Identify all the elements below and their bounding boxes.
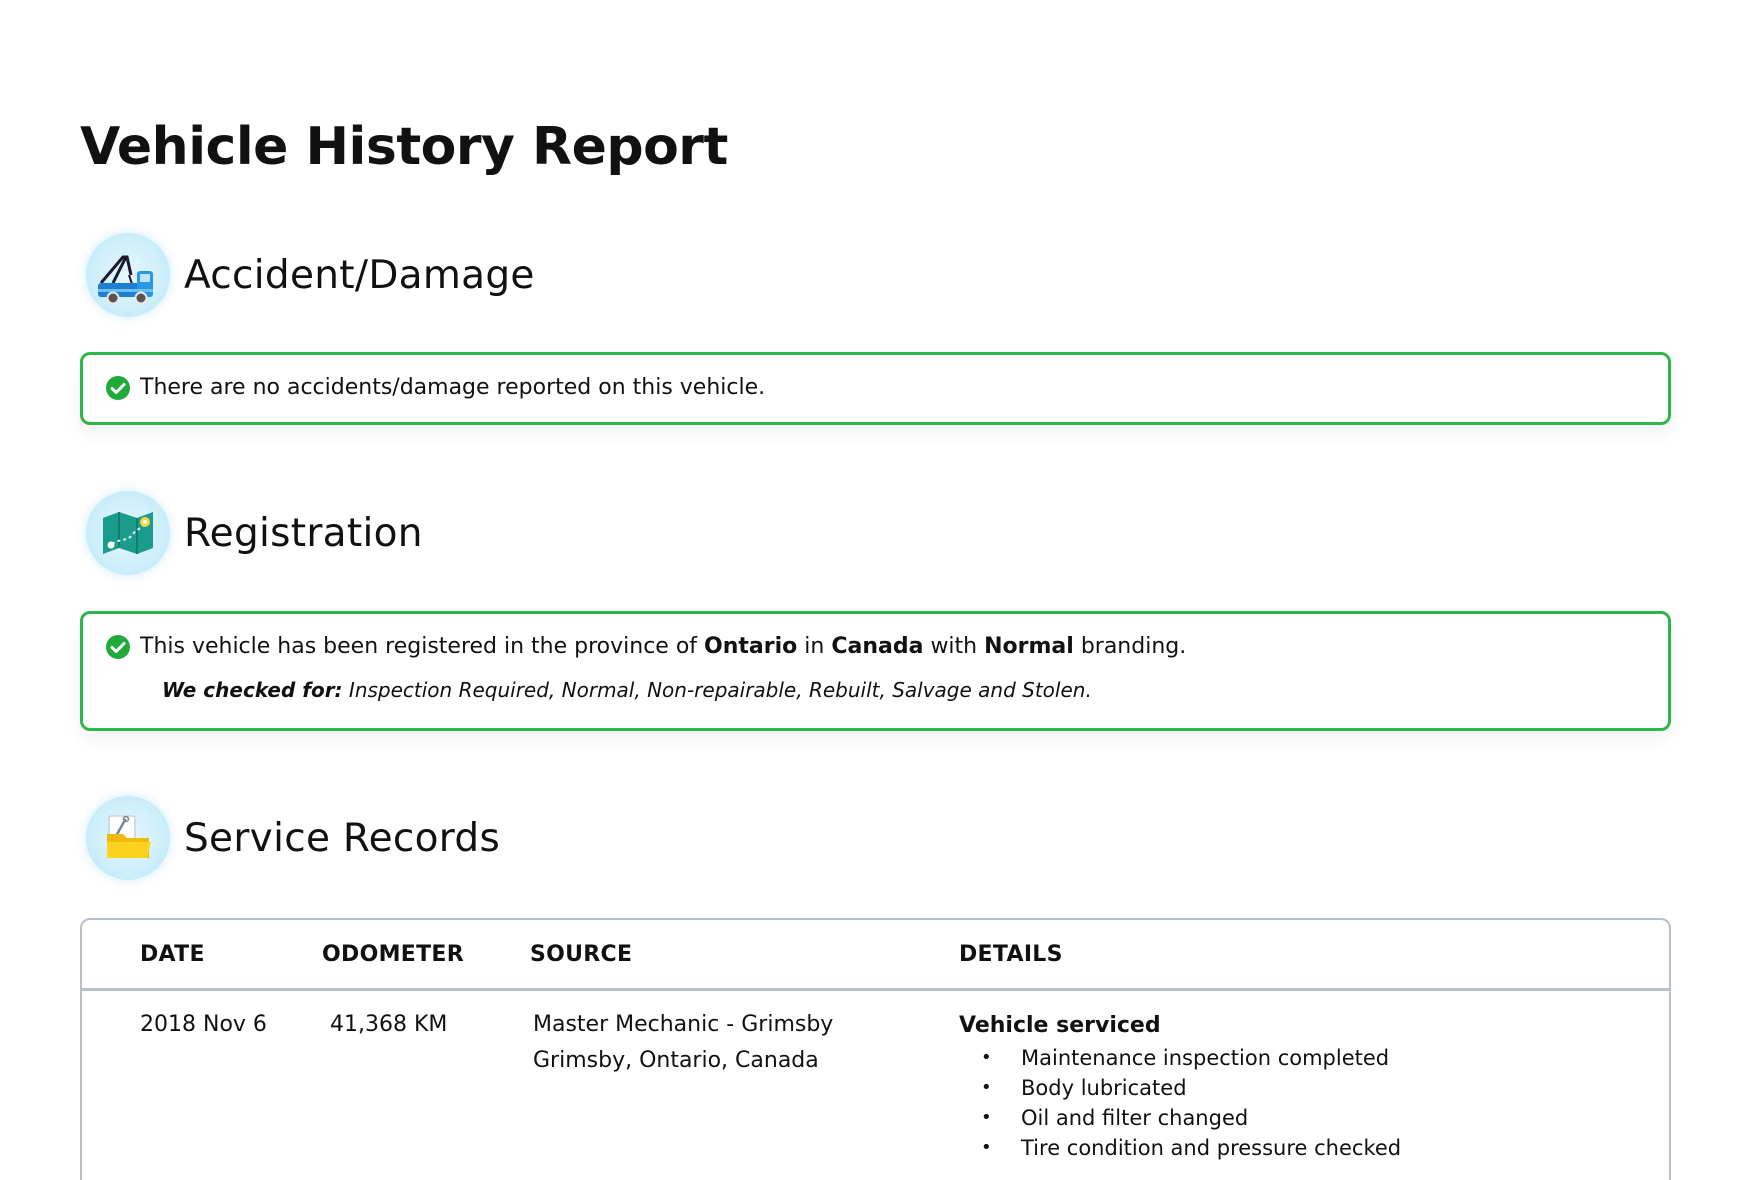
column-header-details: DETAILS bbox=[959, 942, 1063, 967]
registration-status-box bbox=[80, 611, 1671, 731]
column-header-date: DATE bbox=[140, 942, 205, 967]
registration-status-message bbox=[140, 632, 1186, 662]
tow-truck-icon bbox=[86, 233, 170, 317]
column-header-source: SOURCE bbox=[530, 942, 633, 967]
checked-for-line bbox=[162, 676, 1668, 704]
checked-for-list: Inspection Required, Normal, Non-repairable, Rebuilt, Salvage and Stolen. bbox=[348, 678, 1092, 702]
record-source bbox=[533, 1007, 833, 1079]
record-source-location: Grimsby, Ontario, Canada bbox=[533, 1048, 819, 1073]
registration-message-suffix: branding. bbox=[1080, 634, 1187, 659]
accident-status-message: There are no accidents/damage reported on this vehicle. bbox=[140, 375, 766, 400]
record-details-list bbox=[959, 1043, 1401, 1163]
accident-status-line bbox=[105, 373, 1668, 403]
record-source-name: Master Mechanic - Grimsby bbox=[533, 1012, 834, 1037]
registration-section-header bbox=[86, 491, 423, 575]
checked-for-label: We checked for: bbox=[162, 678, 343, 702]
record-date: 2018 Nov 6 bbox=[140, 1012, 267, 1037]
registration-with-word: with bbox=[930, 634, 978, 659]
service-records-table bbox=[80, 918, 1671, 1180]
page-title: Vehicle History Report bbox=[80, 117, 728, 177]
list-item: • Maintenance inspection completed bbox=[959, 1043, 1401, 1073]
registration-message-prefix: This vehicle has been registered in the province of bbox=[140, 634, 698, 659]
column-header-odometer: ODOMETER bbox=[322, 942, 464, 967]
registration-section-title: Registration bbox=[184, 510, 423, 556]
accident-status-box bbox=[80, 352, 1671, 425]
registration-branding: Normal bbox=[984, 634, 1074, 659]
check-circle-icon bbox=[105, 634, 131, 660]
table-row bbox=[82, 991, 1669, 1180]
check-circle-icon bbox=[105, 375, 131, 401]
accident-section-header bbox=[86, 233, 535, 317]
registration-province: Ontario bbox=[704, 634, 798, 659]
service-section-header bbox=[86, 796, 500, 880]
registration-country: Canada bbox=[831, 634, 924, 659]
list-item: • Tire condition and pressure checked bbox=[959, 1133, 1401, 1163]
table-header-row bbox=[82, 920, 1669, 991]
record-details-title: Vehicle serviced bbox=[959, 1013, 1161, 1038]
record-details bbox=[959, 1011, 1401, 1163]
registration-in-word: in bbox=[804, 634, 825, 659]
service-section-title: Service Records bbox=[184, 815, 501, 861]
record-odometer: 41,368 KM bbox=[330, 1012, 448, 1037]
accident-section-title: Accident/Damage bbox=[184, 252, 535, 298]
map-route-icon bbox=[86, 491, 170, 575]
list-item: • Body lubricated bbox=[959, 1073, 1401, 1103]
list-item: • Oil and filter changed bbox=[959, 1103, 1401, 1133]
registration-status-line bbox=[105, 632, 1668, 662]
folder-document-icon bbox=[86, 796, 170, 880]
